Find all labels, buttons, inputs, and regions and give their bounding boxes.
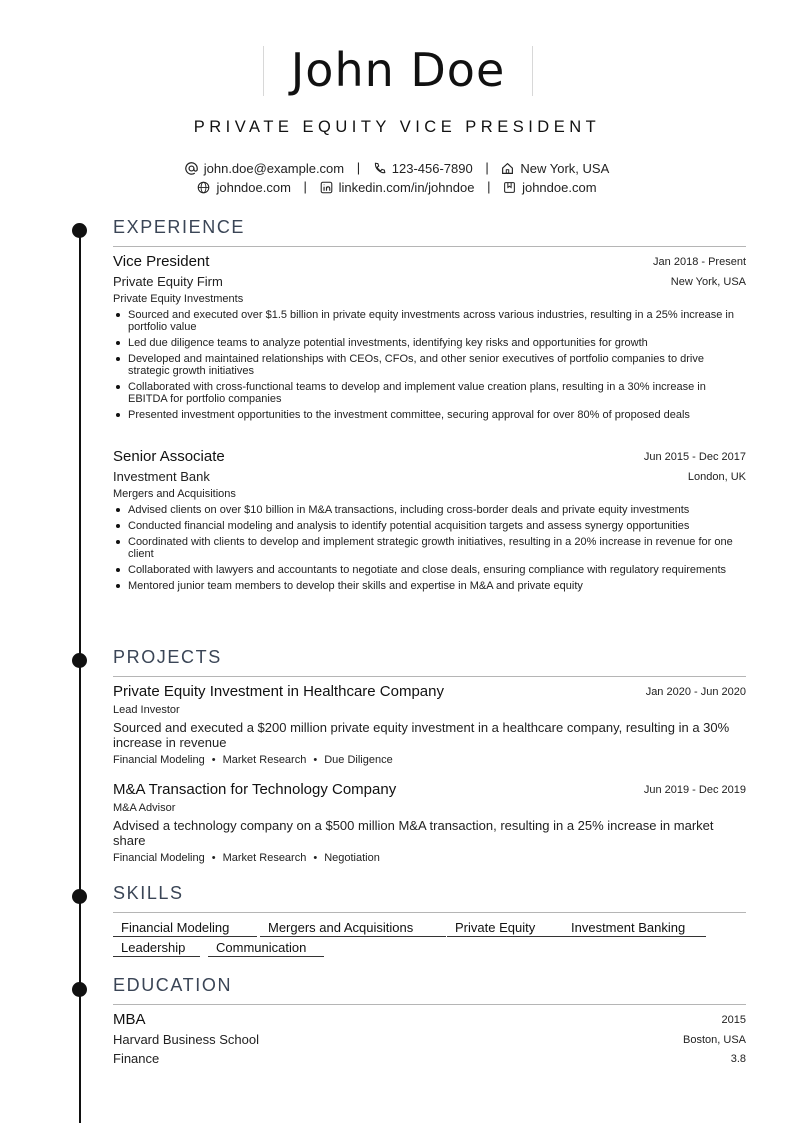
project-dates: Jun 2019 - Dec 2019: [643, 784, 746, 796]
list-item: Led due diligence teams to analyze potential investments, identifying key risks and opportunities for growth: [113, 337, 746, 349]
project-tag: Due Diligence: [324, 754, 393, 766]
list-item: Mentored junior team members to develop their skills and expertise in M&A and private equity: [113, 580, 746, 592]
timeline-dot-experience: [72, 223, 87, 238]
project-description: Sourced and executed a $200 million private equity investment in a healthcare company, resulting in a 30% increase in revenue: [113, 720, 730, 750]
project-role: Lead Investor: [113, 704, 180, 716]
timeline-dot-skills: [72, 889, 87, 904]
education-location: Boston, USA: [683, 1034, 746, 1046]
website-contact[interactable]: johndoe.com: [197, 179, 290, 195]
project-name: M&A Transaction for Technology Company: [113, 781, 397, 798]
education-gpa: 3.8: [730, 1053, 746, 1065]
skill-tag: Leadership: [113, 940, 200, 957]
education-school: Harvard Business School: [113, 1032, 259, 1047]
skill-tag: Private Equity: [447, 920, 563, 937]
job-focus: Private Equity Investments: [113, 293, 244, 305]
education-field: Finance: [113, 1051, 160, 1066]
job-role: Senior Associate: [113, 448, 225, 465]
project-description: Advised a technology company on a $500 million M&A transaction, resulting in a 25% increase in market share: [113, 818, 714, 848]
email-contact[interactable]: john.doe@example.com: [185, 160, 344, 176]
linkedin-contact[interactable]: linkedin.com/in/johndoe: [320, 179, 475, 195]
skill-tag: Financial Modeling: [113, 920, 257, 937]
project-tag: Market Research: [222, 754, 307, 766]
contact-row-2: [0, 178, 794, 195]
job-focus: Mergers and Acquisitions: [113, 488, 236, 500]
website-icon: [503, 181, 516, 194]
contact-separator: |: [356, 160, 361, 176]
contact-row-1: [0, 159, 794, 176]
job-dates: Jan 2018 - Present: [653, 256, 746, 268]
section-rule: [113, 1004, 746, 1005]
list-item: Advised clients on over $10 billion in M&A transactions, including cross-border deals and private equity investments: [113, 504, 746, 516]
section-title-projects: PROJECTS: [113, 647, 222, 667]
job-dates: Jun 2015 - Dec 2017: [643, 451, 746, 463]
project-tag: Market Research: [222, 852, 307, 864]
skill-tag: Communication: [208, 940, 324, 957]
list-item: Collaborated with lawyers and accountants to negotiate and close deals, ensuring compliance with regulatory requirements: [113, 564, 746, 576]
project-tags: Financial Modeling • Market Research • Negotiation: [113, 852, 380, 864]
skill-tag: Investment Banking: [563, 920, 706, 937]
list-item: Collaborated with cross-functional teams to develop and implement value creation plans, resulting in a 30% increase in EBITDA for portfolio companies: [113, 381, 746, 405]
project-tag: Financial Modeling: [113, 852, 205, 864]
list-item: Sourced and executed over $1.5 billion in private equity investments across various industries, resulting in a 25% increase in portfolio value: [113, 309, 746, 333]
portfolio-contact[interactable]: johndoe.com: [503, 179, 596, 195]
job-bullets: [113, 504, 746, 596]
contact-separator: |: [303, 179, 307, 195]
list-item: Coordinated with clients to develop and implement strategic growth initiatives, resulting in a 20% increase in revenue for one client: [113, 536, 746, 560]
at-icon: [185, 162, 198, 175]
linkedin-icon: [320, 181, 333, 194]
timeline-dot-projects: [72, 653, 87, 668]
section-title-skills: SKILLS: [113, 883, 184, 903]
education-degree: MBA: [113, 1011, 146, 1028]
candidate-name: John Doe: [290, 43, 506, 97]
section-title-experience: EXPERIENCE: [113, 217, 246, 237]
location-contact: New York, USA: [501, 160, 609, 176]
job-location: New York, USA: [670, 276, 746, 288]
list-item: Developed and maintained relationships with CEOs, CFOs, and other senior executives of portfolio companies to drive strategic growth initiatives: [113, 353, 746, 377]
section-rule: [113, 912, 746, 913]
list-item: Conducted financial modeling and analysis to identify potential acquisition targets and assess synergy opportunities: [113, 520, 746, 532]
job-role: Vice President: [113, 253, 210, 270]
globe-icon: [197, 181, 210, 194]
job-bullets: [113, 309, 746, 425]
section-rule: [113, 676, 746, 677]
project-tag: Financial Modeling: [113, 754, 205, 766]
home-icon: [501, 162, 514, 175]
phone-contact[interactable]: 123-456-7890: [373, 160, 473, 176]
education-year: 2015: [721, 1014, 746, 1026]
section-rule: [113, 246, 746, 247]
job-company: Private Equity Firm: [113, 274, 223, 289]
section-title-education: EDUCATION: [113, 975, 233, 995]
project-name: Private Equity Investment in Healthcare Company: [113, 683, 444, 700]
contact-separator: |: [487, 179, 491, 195]
project-role: M&A Advisor: [113, 802, 176, 814]
contact-separator: |: [485, 160, 489, 176]
job-title: PRIVATE EQUITY VICE PRESIDENT: [193, 118, 601, 136]
phone-icon: [373, 162, 386, 175]
job-location: London, UK: [687, 471, 746, 483]
project-tag: Negotiation: [324, 852, 380, 864]
name-frame: [263, 43, 533, 97]
project-tags: Financial Modeling • Market Research • Due Diligence: [113, 754, 393, 766]
skill-tag: Mergers and Acquisitions: [260, 920, 446, 937]
list-item: Presented investment opportunities to the investment committee, securing approval for over 80% of proposed deals: [113, 409, 746, 421]
project-dates: Jan 2020 - Jun 2020: [645, 686, 746, 698]
timeline-dot-education: [72, 982, 87, 997]
job-company: Investment Bank: [113, 469, 210, 484]
